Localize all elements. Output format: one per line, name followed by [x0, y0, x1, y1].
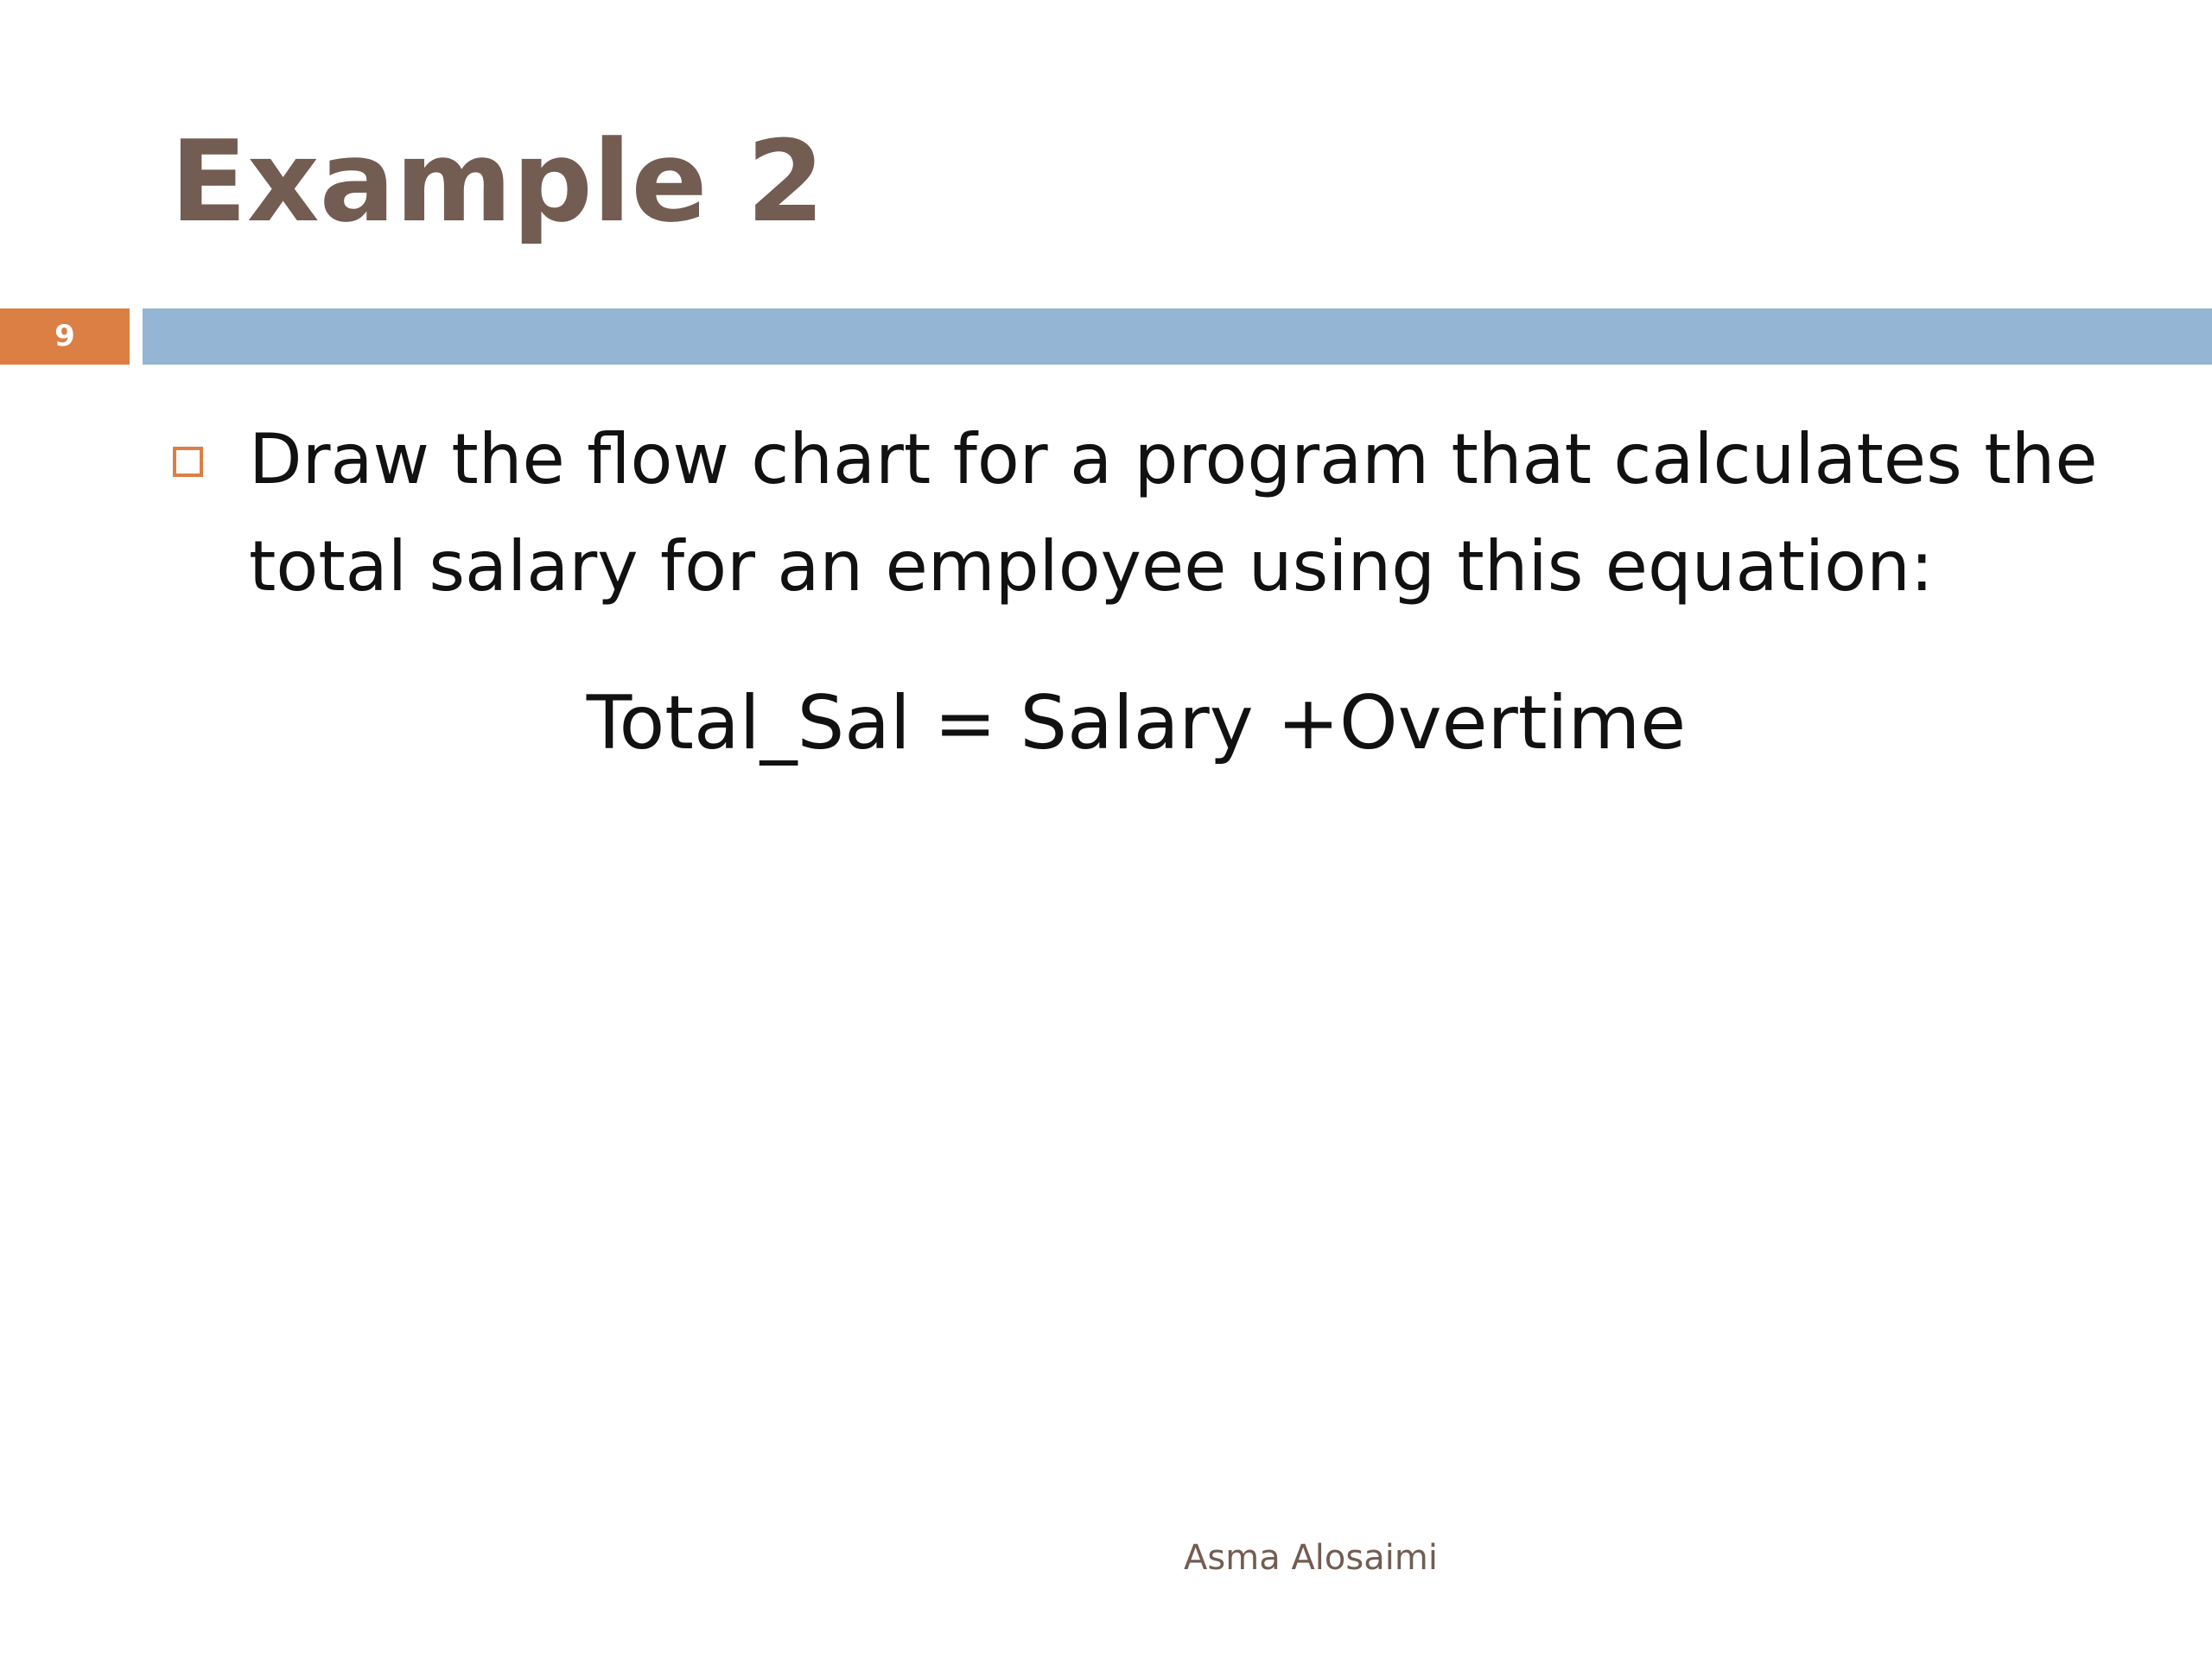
slide-title: Example 2: [170, 116, 825, 247]
bullet-text: Draw the flow chart for a program that calculates the total salary for an employee using this equation:: [249, 419, 2098, 607]
slide-number-badge: 9: [0, 308, 130, 365]
footer-author: Asma Alosaimi: [1184, 1538, 1438, 1578]
hollow-square-bullet-icon: [173, 447, 203, 477]
salary-equation: Total_Sal = Salary +Overtime: [586, 680, 1687, 766]
title-divider-bar: [143, 308, 2212, 365]
